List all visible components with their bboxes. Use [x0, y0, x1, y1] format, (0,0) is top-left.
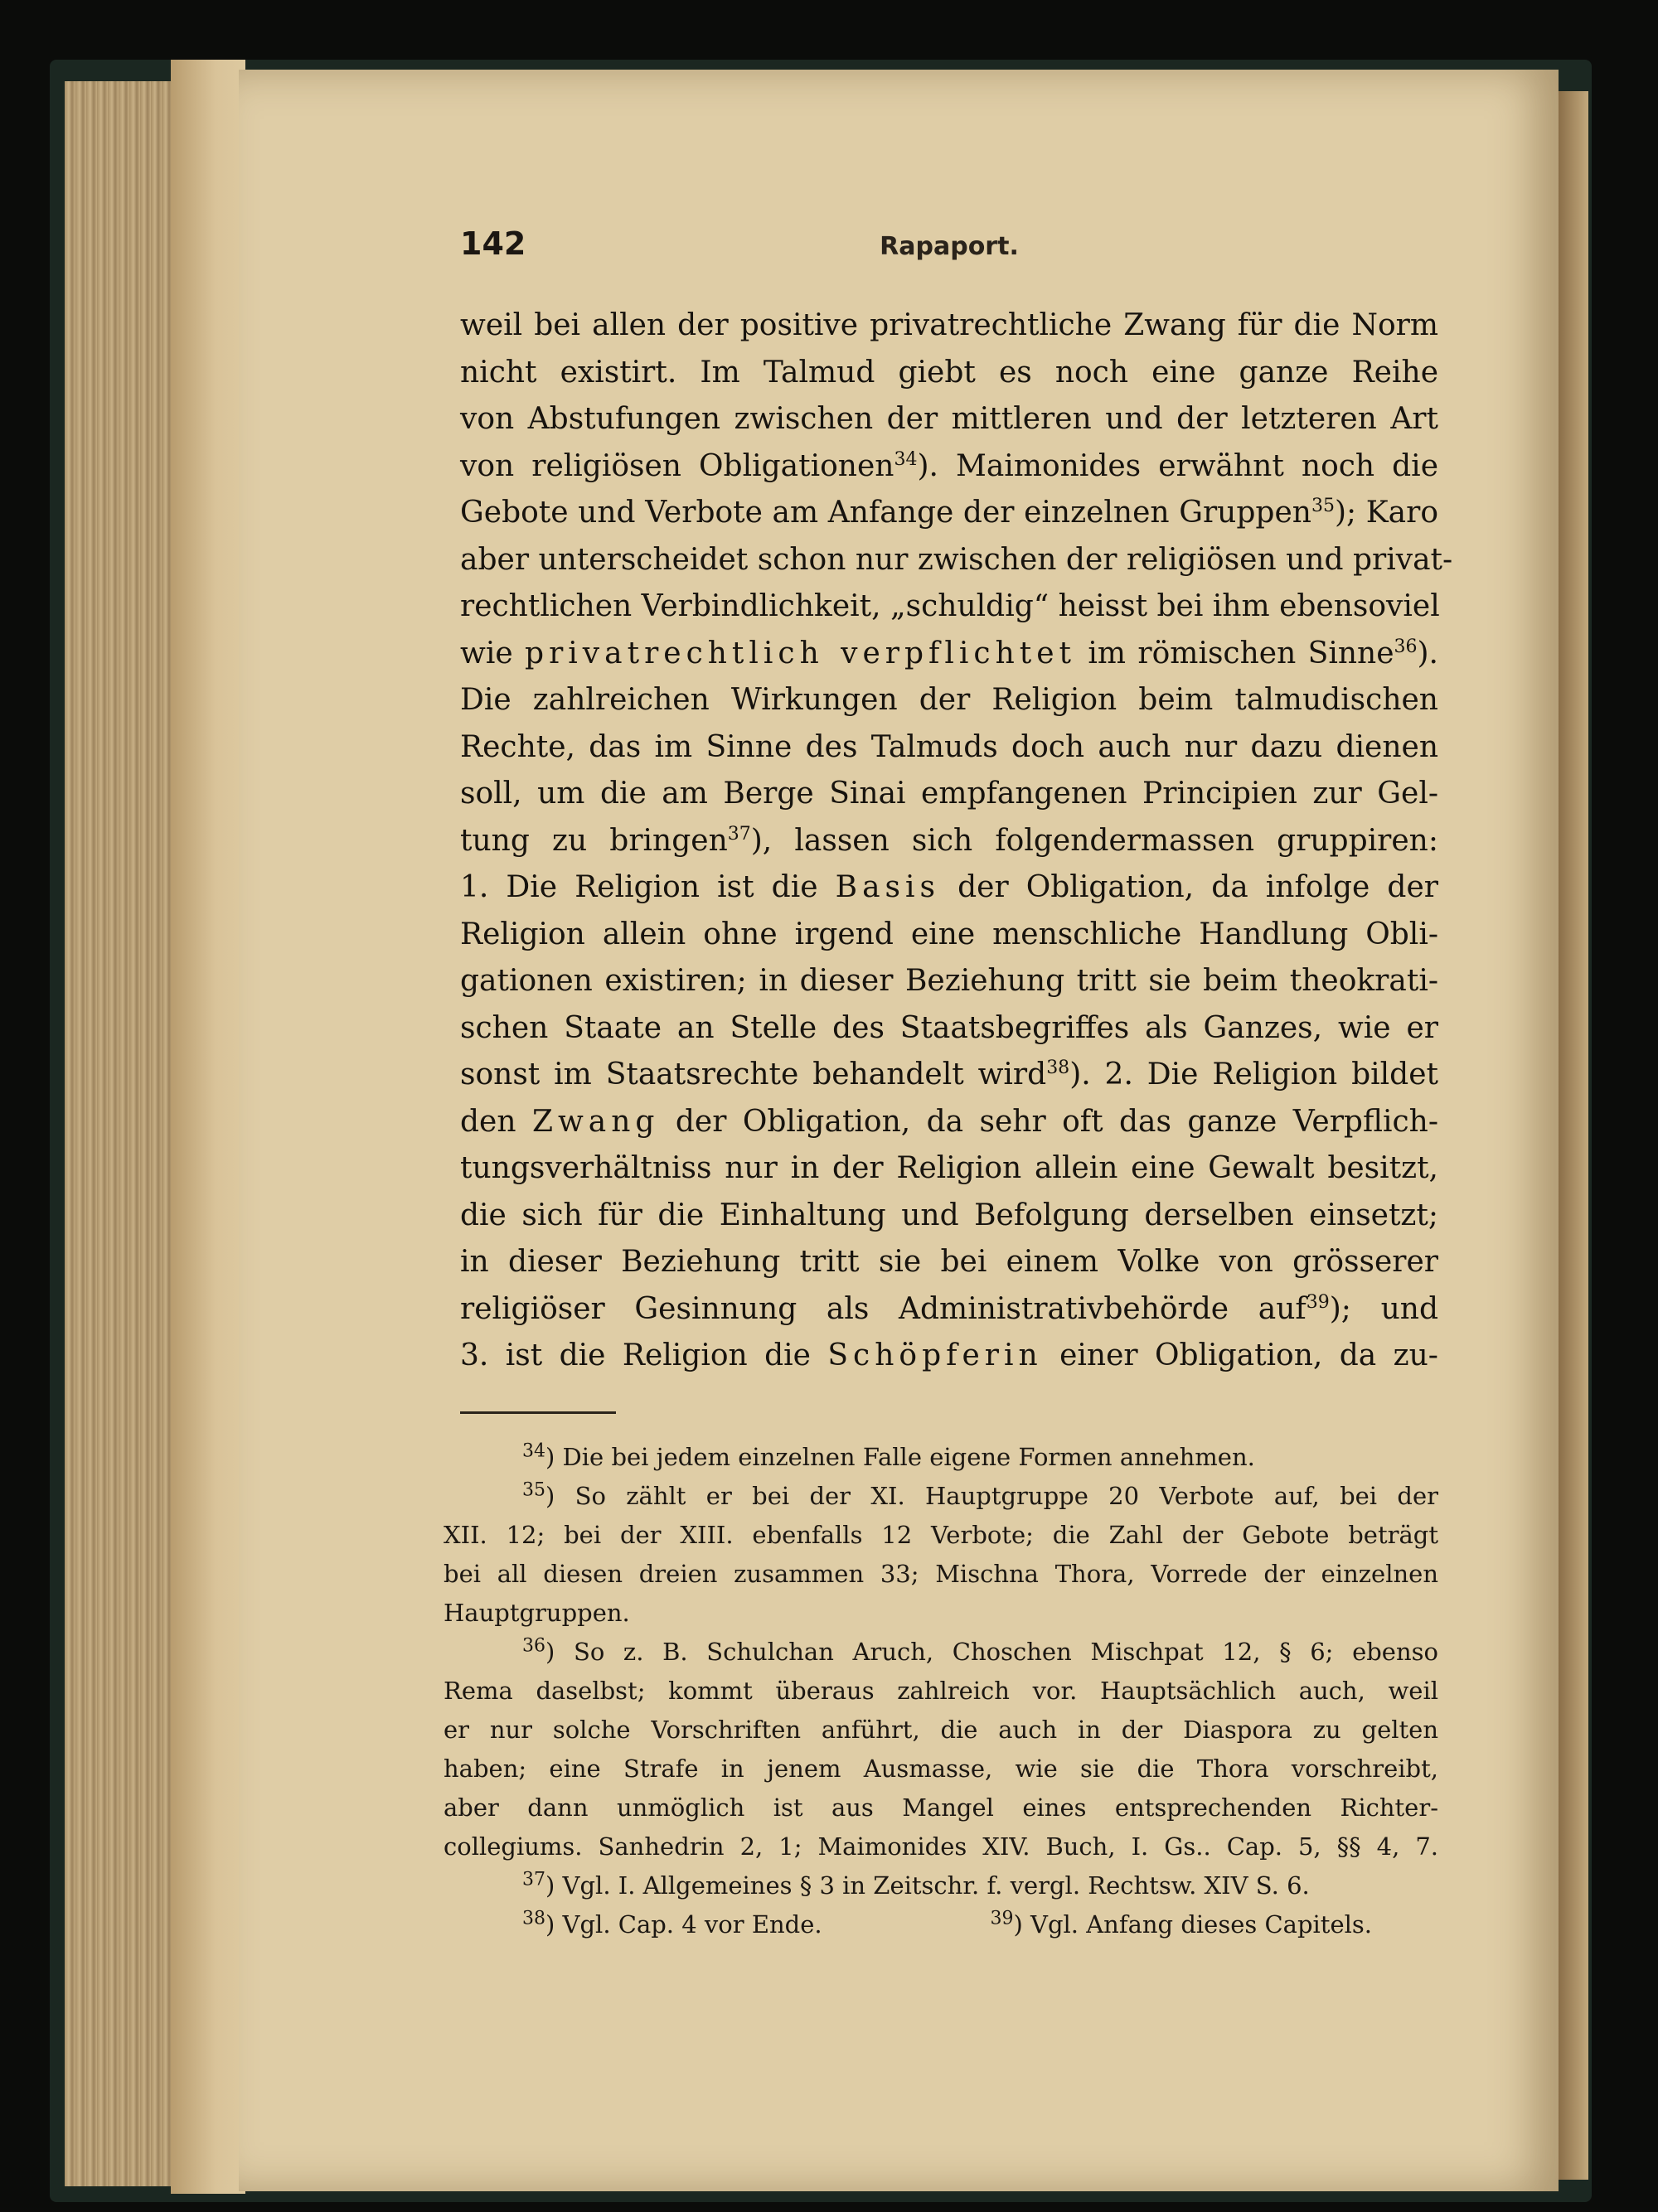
text-line	[460, 1286, 1438, 1333]
spaced-text: Schöpferin	[827, 1338, 1043, 1372]
text-line	[460, 1099, 1438, 1146]
footnote-38-39	[444, 1905, 1438, 1944]
footnote-ref: 38	[1046, 1058, 1070, 1078]
footnote-line: aber dann unmöglich ist aus Mangel eines entsprechenden Richter-	[444, 1793, 1438, 1822]
text-segment: ). 2. Die Religion bildet	[1069, 1058, 1438, 1091]
footnote-text: ) Die bei jedem einzelnen Falle eigene Formen annehmen.	[545, 1443, 1255, 1471]
text-line: von Abstufungen zwischen der mittleren und der letzteren Art	[460, 402, 1438, 436]
footnote-line: collegiums. Sanhedrin 2, 1; Maimonides XIV. Buch, I. Gs.. Cap. 5, §§ 4, 7.	[444, 1832, 1438, 1861]
text-line	[460, 1333, 1438, 1380]
footnote-line: haben; eine Strafe in jenem Ausmasse, wie sie die Thora vorschreibt,	[444, 1755, 1438, 1783]
text-line: schen Staate an Stelle des Staatsbegriffes als Ganzes, wie er	[460, 1010, 1438, 1045]
footnote-line: er nur solche Vorschriften anführt, die auch in der Diaspora zu gelten	[444, 1716, 1438, 1744]
footnote-text: ) So zählt er bei der XI. Hauptgruppe 20 Verbote auf, bei der	[545, 1482, 1438, 1510]
text-line: in dieser Beziehung tritt sie bei einem Volke von grösserer	[460, 1245, 1438, 1279]
body-text	[460, 303, 1453, 1380]
footnote-number: 39	[990, 1908, 1014, 1929]
footnote-line: bei all diesen dreien zusammen 33; Mischna Thora, Vorrede der einzelnen	[444, 1560, 1438, 1588]
text-segment: wie	[460, 636, 513, 670]
footnote-ref: 37	[727, 823, 751, 845]
footnote-line: XII. 12; bei der XIII. ebenfalls 12 Verbote; die Zahl der Gebote beträgt	[444, 1521, 1438, 1549]
running-head: Rapaport.	[880, 232, 1019, 261]
spaced-text: Zwang	[531, 1104, 660, 1139]
footnote-number: 38	[522, 1908, 545, 1929]
text-line	[460, 864, 1438, 912]
page-gutter	[171, 60, 245, 2194]
text-line: nicht existirt. Im Talmud giebt es noch eine ganze Reihe	[460, 355, 1438, 390]
text-segment: einer Obligation, da zu-	[1059, 1338, 1438, 1372]
footnote-number: 36	[522, 1635, 545, 1657]
text-line: die sich für die Einhaltung und Befolgung derselben einsetzt;	[460, 1198, 1438, 1232]
text-line: Religion allein ohne irgend eine menschliche Handlung Obli-	[460, 917, 1438, 951]
footnote-ref: 36	[1394, 636, 1418, 657]
footnote-number: 35	[522, 1479, 545, 1501]
spaced-text: privatrechtlich verpflichtet	[525, 636, 1076, 670]
footnote-37	[444, 1866, 1438, 1905]
footnote-ref: 34	[894, 448, 918, 470]
footnote-divider	[460, 1411, 616, 1414]
text-line: soll, um die am Berge Sinai empfangenen Principien zur Gel-	[460, 777, 1438, 811]
footnote-text: ) Vgl. Cap. 4 vor Ende.	[545, 1910, 822, 1939]
text-segment: von religiösen Obligationen	[460, 448, 894, 483]
text-segment: den	[460, 1104, 516, 1139]
footnote-number: 34	[522, 1440, 545, 1462]
text-line: weil bei allen der positive privatrechtliche Zwang für die Norm	[460, 308, 1438, 342]
text-line	[460, 490, 1438, 537]
text-segment: 3. ist die Religion die	[460, 1338, 811, 1372]
text-line: aber unterscheidet schon nur zwischen der religiösen und privat-	[460, 542, 1453, 577]
text-segment: religiöser Gesinnung als Administrativbehörde auf	[460, 1291, 1307, 1326]
text-line: Rechte, das im Sinne des Talmuds doch auch nur dazu dienen	[460, 729, 1438, 764]
text-segment: ); und	[1329, 1291, 1438, 1326]
footnote-text: ) Vgl. Anfang dieses Capitels.	[1013, 1910, 1372, 1939]
footnotes	[444, 1438, 1438, 1944]
footnote-39	[990, 1905, 1372, 1944]
text-segment: der Obligation, da infolge der	[957, 870, 1438, 904]
footnote-line	[444, 1477, 1438, 1516]
text-segment: Gebote und Verbote am Anfange der einzelnen Gruppen	[460, 496, 1311, 530]
footnote-ref: 39	[1306, 1291, 1330, 1313]
footnote-text: ) So z. B. Schulchan Aruch, Choschen Mischpat 12, § 6; ebenso	[545, 1638, 1438, 1666]
footnote-ref: 35	[1311, 496, 1335, 516]
text-line: Die zahlreichen Wirkungen der Religion beim talmudischen	[460, 683, 1438, 717]
text-segment: ).	[1417, 636, 1439, 670]
page-edges	[65, 81, 181, 2186]
footnote-34	[444, 1438, 1438, 1477]
text-line: rechtlichen Verbindlichkeit, „schuldig“ heisst bei ihm ebensoviel	[460, 589, 1440, 623]
text-line	[460, 443, 1438, 491]
text-segment: ), lassen sich folgendermassen gruppiren:	[750, 823, 1438, 858]
page-number: 142	[460, 225, 526, 262]
footnote-line: Rema daselbst; kommt überaus zahlreich vor. Hauptsächlich auch, weil	[444, 1677, 1438, 1705]
footnote-38	[522, 1905, 822, 1944]
text-line	[460, 1052, 1438, 1099]
footnote-35	[444, 1477, 1438, 1633]
text-segment: im römischen Sinne	[1088, 636, 1394, 670]
footnote-line: Hauptgruppen.	[444, 1599, 630, 1627]
text-segment: ). Maimonides erwähnt noch die	[917, 448, 1438, 483]
text-segment: 1. Die Religion ist die	[460, 870, 818, 904]
footnote-number: 37	[522, 1869, 545, 1890]
text-segment: der Obligation, da sehr oft das ganze Verpflich-	[675, 1104, 1438, 1139]
text-segment: tung zu bringen	[460, 823, 728, 858]
text-line: tungsverhältniss nur in der Religion allein eine Gewalt besitzt,	[460, 1151, 1438, 1185]
text-line	[460, 818, 1438, 865]
spaced-text: Basis	[835, 870, 941, 904]
text-segment: ); Karo	[1334, 496, 1438, 530]
text-line	[460, 631, 1438, 678]
text-line: gationen existiren; in dieser Beziehung tritt sie beim theokrati-	[460, 964, 1438, 998]
footnote-line	[444, 1633, 1438, 1672]
footnote-36	[444, 1633, 1438, 1866]
footnote-text: ) Vgl. I. Allgemeines § 3 in Zeitschr. f. vergl. Rechtsw. XIV S. 6.	[545, 1871, 1310, 1900]
right-page-edge	[1559, 91, 1588, 2180]
text-segment: sonst im Staatsrechte behandelt wird	[460, 1058, 1047, 1091]
